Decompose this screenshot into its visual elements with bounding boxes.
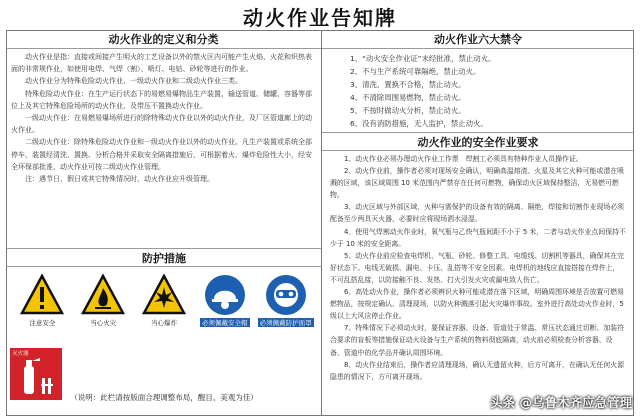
sign-row xyxy=(6,267,322,333)
sign-fire xyxy=(77,273,129,333)
sign-caution xyxy=(16,273,68,333)
requirements-list xyxy=(322,151,634,383)
sign-explosion xyxy=(138,273,190,333)
warning-triangle-icon xyxy=(20,273,64,317)
watermark: 头条 @乌鲁木齐应急管理 xyxy=(490,395,632,410)
requirement-item: 5、动火作业前应检查电焊机、气瓶、砂轮、修整工具、电缆线、切割机等器具，确保其在完好状态下。电线无破损、漏电、卡压、乱搭等不安全因素。电焊机的地线应直接搭接在焊件上，不可乱搭乱接，以防接触不良、发热、打火引发火灾或漏电致人伤亡。 xyxy=(330,251,625,284)
extinguisher-label: 灭火器 xyxy=(12,351,29,357)
protection-section xyxy=(6,248,322,333)
explosion-warning-icon xyxy=(142,273,186,317)
fire-warning-icon xyxy=(81,273,125,317)
requirement-item: 6、高处动火作业，操作者必须辨识火种可能或潜在落下区域，明确周围环境是否放置可燃易燃物品，按规定确认、清理现场，以防火种溅落引起火灾爆炸事故。室外进行高处动火作业时，5 级以上大风应停止作业。 xyxy=(330,288,625,321)
right-column xyxy=(322,30,634,416)
sign-face-shield xyxy=(260,273,312,333)
sign-label: 当心火灾 xyxy=(90,319,117,327)
requirement-item: 3、动火区域与外部区域、火种与需保护的设备有效的隔离、隔绝，焊接和切割作业现场必须配备至少两具灭火器，必要时应将现场洒水浸湿。 xyxy=(330,203,625,224)
prohibition-item: 5、不按时做动火分析，禁止动火。 xyxy=(350,106,466,115)
definition-paragraph: 动火作业分为特殊危险动火作业、一级动火作业和二级动火作业三类。 xyxy=(25,77,242,86)
safety-helmet-icon xyxy=(203,273,247,317)
prohibitions-list xyxy=(322,49,634,132)
requirement-item: 2、动火作业前，操作者必须对现场安全确认，明确高温熔渣、火星及其它火种可能或潜在喷溅的区域，该区域周围 10 米范围内严禁存在任何可燃物，确保动火区域保持整洁，无易燃可燃物。 xyxy=(330,167,625,200)
layout-note: （说明：此栏请按版面合理调整布局，醒目、美观为佳） xyxy=(70,393,258,402)
prohibition-item: 1、“动火安全作业证”未经批准，禁止动火。 xyxy=(350,54,496,63)
definition-body xyxy=(6,49,321,185)
requirement-item: 8、动火作业结束后，操作者应清理现场，确认无遗留火种，后方可离开，在确认无任何火源隐患的情况下，方可离开现场。 xyxy=(330,360,625,381)
prohibition-item: 6、没有消防措施，无人监护，禁止动火。 xyxy=(350,119,488,128)
sign-label: 必须佩戴安全帽 xyxy=(202,319,248,327)
requirement-item: 4、使用气焊割动火作业时，氧气瓶与乙炔气瓶间距不小于 5 米，二者与动火作业点间保持不少于 10 米的安全距离。 xyxy=(330,227,626,248)
left-column xyxy=(6,30,322,416)
requirement-item: 1、动火作业必须办理动火作业工作票 焊割工必须具有特种作业人员操作证。 xyxy=(344,155,583,163)
sign-label: 当心爆炸 xyxy=(150,319,177,327)
sign-label: 注意安全 xyxy=(29,319,56,327)
prohibition-item: 4、不清除周围易燃物，禁止动火。 xyxy=(350,93,466,102)
definition-paragraph: 一级动火作业：在易燃易爆场所进行的除特殊动火作业以外的动火作业，及厂区管道廊上的动火作业。 xyxy=(11,114,312,135)
definition-paragraph: 动火作业是指：直接或间接产生明火的工艺设备以外的禁火区内可能产生火焰、火花和炽热表面的非常规作业，如使用电焊、气焊（割）、喷灯、电钻、砂轮等进行的作业。 xyxy=(11,53,312,74)
definition-paragraph: 二级动火作业：除特殊危险动火作业和一级动火作业以外的动火作业。凡生产装置或系统全部停车，装置经清洗、置换、分析合格并采取安全隔离措施后，可根据着火、爆炸危险性大小，经安全环保部批准，动火作业可按二级动火作业管理。 xyxy=(11,138,312,171)
definition-paragraph: 特殊危险动火作业：在生产运行状态下的易燃易爆物品生产装置、输送管道、储罐、容器等部位上及其它特殊危险场所的动火作业，及带压不置换动火作业。 xyxy=(11,89,312,110)
sign-helmet xyxy=(199,273,251,333)
prohibition-item: 2、不与生产系统可靠隔绝，禁止动火。 xyxy=(350,67,481,76)
requirement-item: 7、特殊情况下必须动火时，要保证容器、设备、管道处于常温、常压状态通过切断、加装符合要求的盲板等措施保证动火设备与生产系统的物料彻底隔离，动火前必须检查分析容器、设备、管道中的化学品并确认周围环境。 xyxy=(330,324,625,357)
page-title: 动火作业告知牌 xyxy=(243,6,397,30)
definition-paragraph: 注：遇节日、假日或其它特殊情况时，动火作业应升级管理。 xyxy=(25,175,214,184)
protection-heading: 防护措施 xyxy=(6,248,322,267)
sign-label: 必须佩戴防护面罩 xyxy=(259,319,312,327)
definition-heading: 动火作业的定义和分类 xyxy=(6,30,321,49)
face-shield-icon xyxy=(264,273,308,317)
prohibition-item: 3、清洗、置换不合格，禁止动火。 xyxy=(350,80,466,89)
requirements-heading: 动火作业的安全作业要求 xyxy=(322,132,634,151)
prohibitions-heading: 动火作业六大禁令 xyxy=(322,30,634,49)
